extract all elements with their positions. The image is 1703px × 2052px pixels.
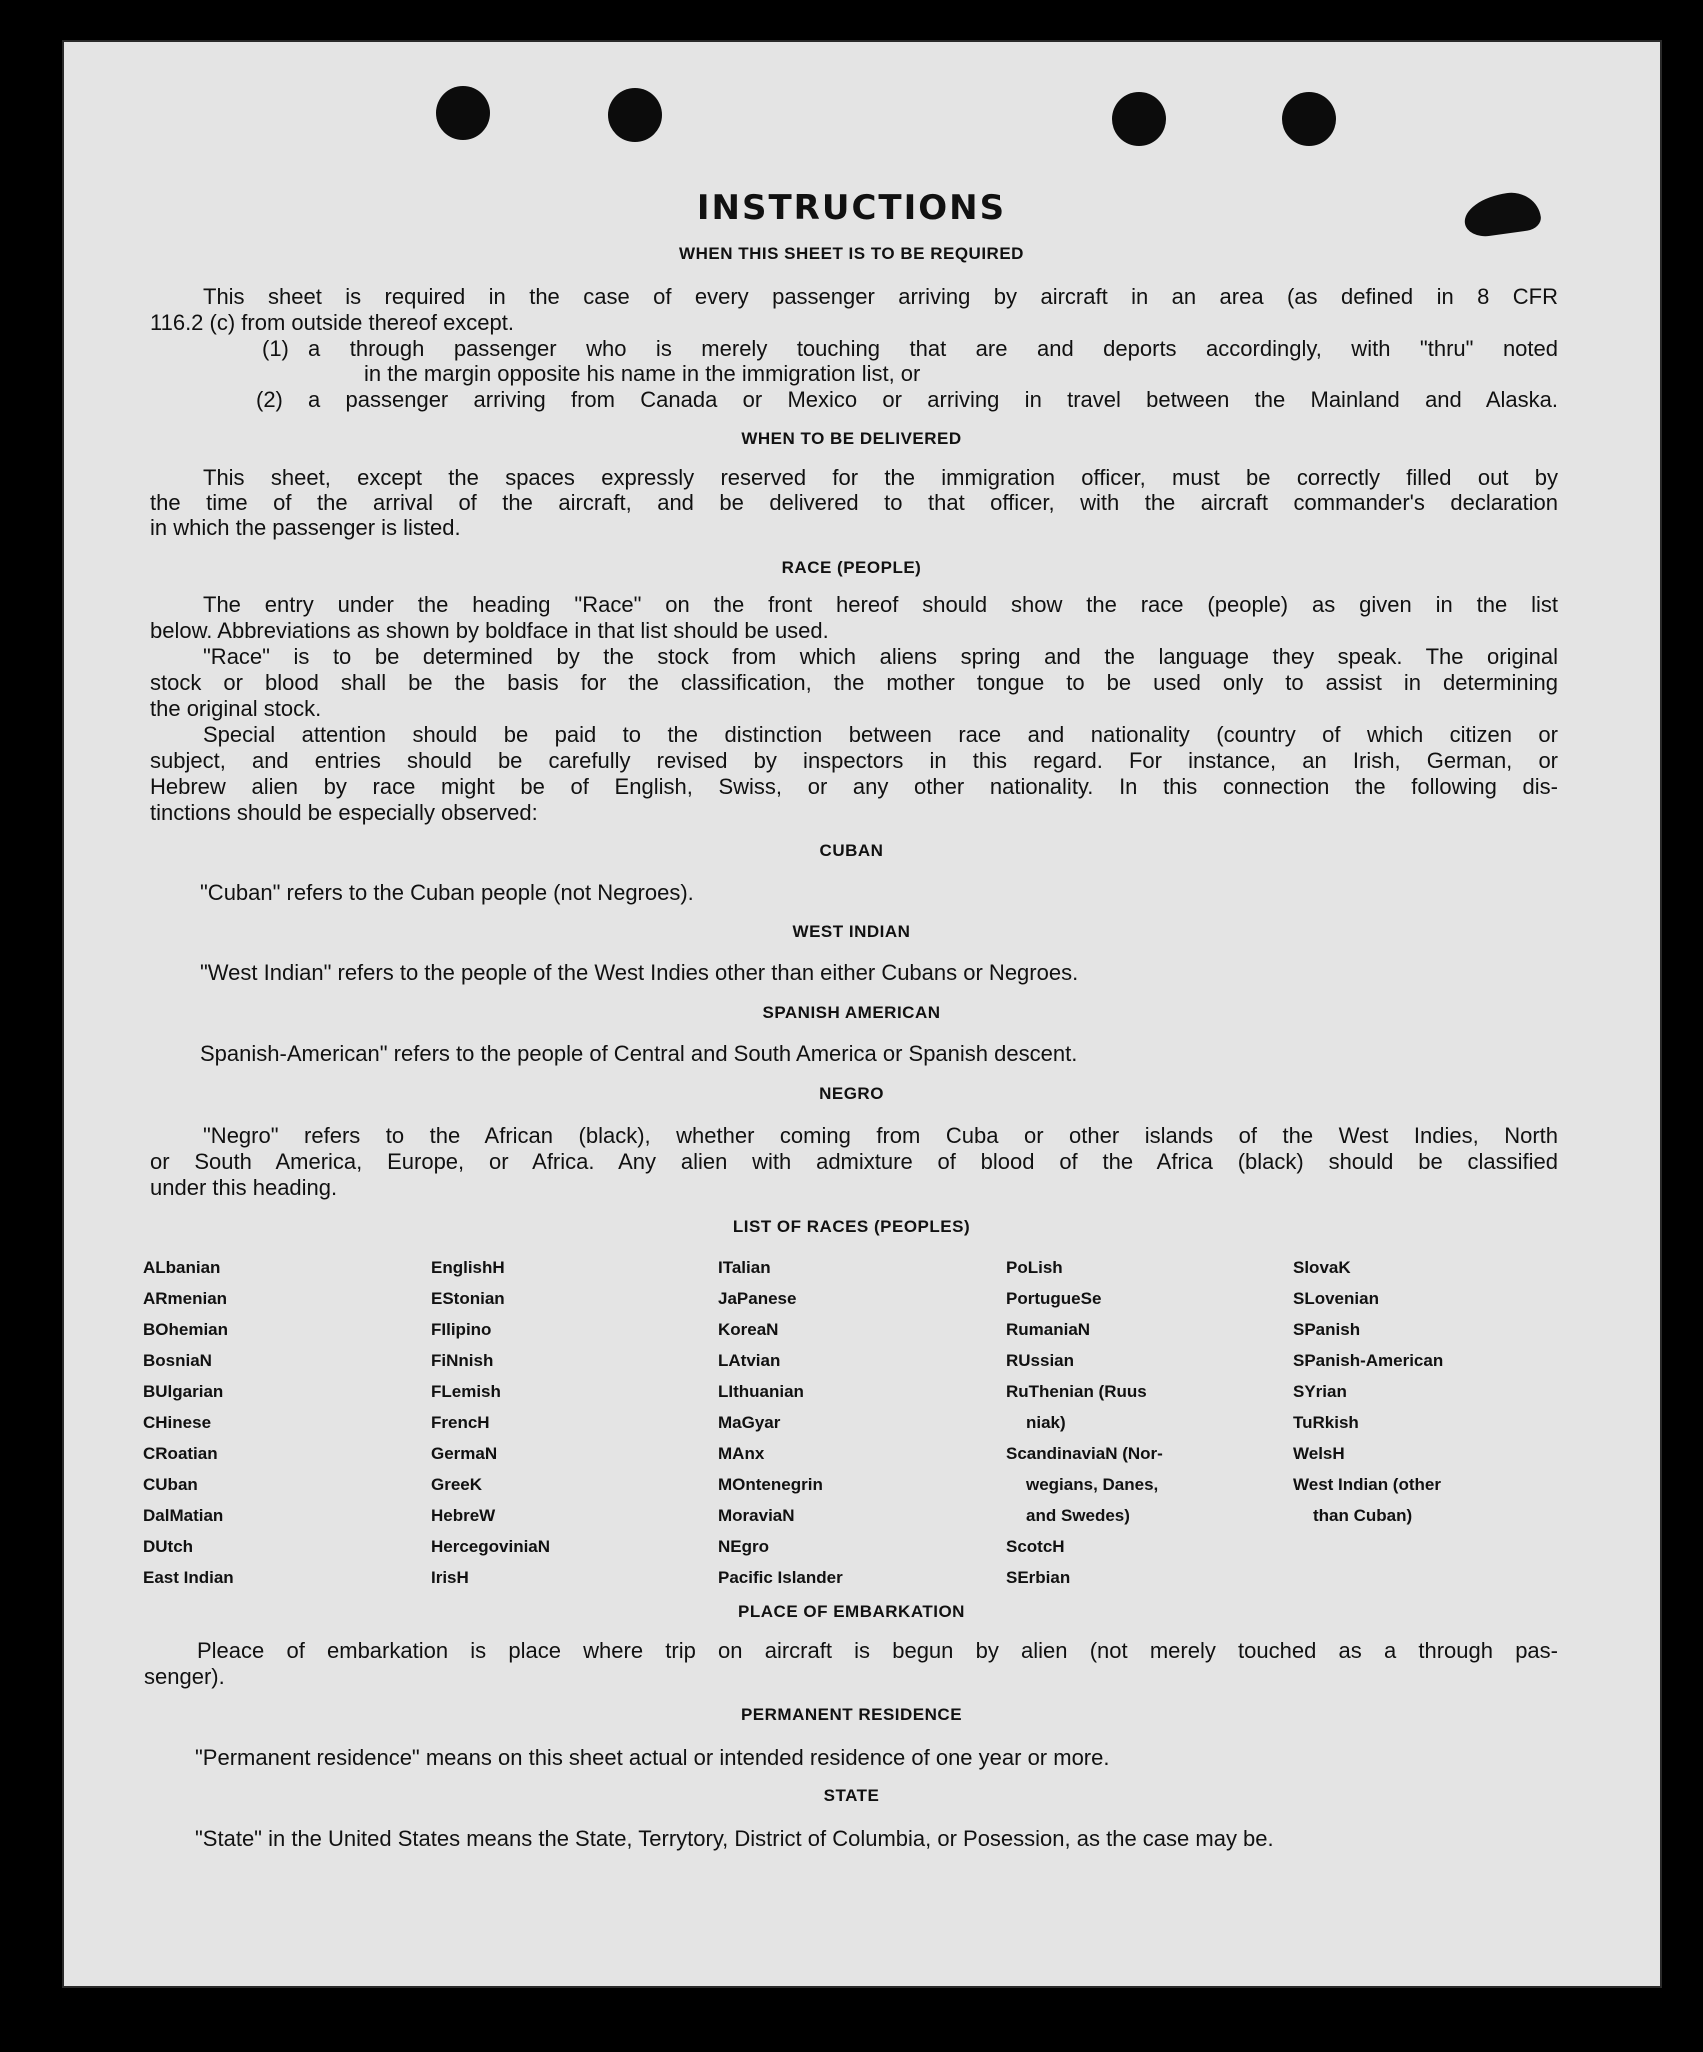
paragraph-line: "Negro" refers to the African (black), whether coming from Cuba or other islands of the West Indies, North (203, 1123, 1558, 1148)
heading-when-delivered: WHEN TO BE DELIVERED (741, 429, 962, 448)
page-title: INSTRUCTIONS (696, 188, 1007, 228)
race-list-item: TuRkish (1293, 1413, 1359, 1432)
paragraph-line: in which the passenger is listed. (150, 515, 461, 540)
race-list-item: GermaN (431, 1444, 498, 1463)
race-list-item: FrencH (431, 1413, 490, 1432)
paragraph-line: The entry under the heading "Race" on the front hereof should show the race (people) as given in the list (203, 592, 1558, 617)
heading-west-indian: WEST INDIAN (792, 922, 911, 941)
heading-permanent-residence: PERMANENT RESIDENCE (740, 1705, 963, 1724)
race-list-item: SPanish-American (1293, 1351, 1444, 1370)
punch-hole (436, 86, 490, 140)
definition-text: "West Indian" refers to the people of the West Indies other than either Cubans or Negroes. (200, 960, 1079, 985)
race-list-item: SLovenian (1293, 1289, 1379, 1308)
race-list-item: BUlgarian (143, 1382, 224, 1401)
race-list-item: than Cuban) (1313, 1506, 1413, 1525)
race-list-item: JaPanese (718, 1289, 797, 1308)
race-list-item: SlovaK (1293, 1258, 1351, 1277)
race-list-item: WelsH (1293, 1444, 1345, 1463)
paragraph-line: under this heading. (150, 1175, 338, 1200)
heading-race: RACE (PEOPLE) (781, 558, 922, 577)
paragraph-line: "Race" is to be determined by the stock from which aliens spring and the language they speak. The original (203, 644, 1558, 669)
heading-state: STATE (823, 1786, 880, 1805)
list-item-number: (1) (262, 336, 289, 361)
race-list-item: SPanish (1293, 1320, 1361, 1339)
paragraph-line: the time of the arrival of the aircraft, and be delivered to that officer, with the aircraft commander's declaration (150, 490, 1558, 515)
definition-text: "State" in the United States means the State, Terrytory, District of Columbia, or Posession, as the case may be. (195, 1826, 1274, 1851)
paragraph-line: Special attention should be paid to the distinction between race and nationality (country of which citizen or (203, 722, 1558, 747)
heading-place-of-embarkation: PLACE OF EMBARKATION (738, 1602, 965, 1621)
race-list-item: ScandinaviaN (Nor- (1006, 1444, 1163, 1463)
race-list-item: and Swedes) (1026, 1506, 1130, 1525)
race-list-item: MOntenegrin (718, 1475, 823, 1494)
race-list-item: RumaniaN (1006, 1320, 1091, 1339)
race-list-item: HebreW (431, 1506, 496, 1525)
race-list-item: ScotcH (1006, 1537, 1065, 1556)
race-list-item: CHinese (143, 1413, 212, 1432)
race-list-item: East Indian (143, 1568, 234, 1587)
paragraph-line: Hebrew alien by race might be of English, Swiss, or any other nationality. In this connection the following dis- (150, 774, 1558, 799)
race-list-item: BosniaN (143, 1351, 212, 1370)
race-list-item: LAtvian (718, 1351, 781, 1370)
paragraph-line: the original stock. (150, 696, 322, 721)
race-list-item: MaGyar (718, 1413, 781, 1432)
race-list-item: PortugueSe (1006, 1289, 1102, 1308)
race-list-item: wegians, Danes, (1026, 1475, 1159, 1494)
race-list-item: MoraviaN (718, 1506, 795, 1525)
heading-when-required: WHEN THIS SHEET IS TO BE REQUIRED (679, 244, 1024, 263)
heading-negro: NEGRO (819, 1084, 884, 1103)
paragraph-line: senger). (144, 1664, 225, 1689)
race-list-item: IrisH (431, 1568, 469, 1587)
race-list-item: LIthuanian (718, 1382, 804, 1401)
paragraph-line: tinctions should be especially observed: (150, 800, 538, 825)
race-list-item: KoreaN (718, 1320, 779, 1339)
definition-text: "Cuban" refers to the Cuban people (not Negroes). (200, 880, 694, 905)
race-list-item: PoLish (1006, 1258, 1063, 1277)
race-list-item: FLemish (431, 1382, 501, 1401)
race-list-item: CRoatian (143, 1444, 218, 1463)
paragraph-line: or South America, Europe, or Africa. Any alien with admixture of blood of the Africa (black) should be classified (150, 1149, 1558, 1174)
list-item-text: a passenger arriving from Canada or Mexico or arriving in travel between the Mainland and Alaska. (308, 387, 1558, 412)
race-list-item: RuThenian (Ruus (1006, 1382, 1147, 1401)
heading-cuban: CUBAN (819, 841, 884, 860)
race-list-item: EnglishH (431, 1258, 505, 1277)
race-list-item: BOhemian (143, 1320, 229, 1339)
race-list-item: ITalian (718, 1258, 771, 1277)
race-list-item: HercegoviniaN (431, 1537, 551, 1556)
race-list-item: CUban (143, 1475, 198, 1494)
race-list-item: NEgro (718, 1537, 769, 1556)
punch-hole (608, 88, 662, 142)
race-list-item: Pacific Islander (718, 1568, 843, 1587)
list-item-text: a through passenger who is merely touching that are and deports accordingly, with "thru" noted (308, 336, 1558, 361)
heading-spanish-american: SPANISH AMERICAN (762, 1003, 941, 1022)
race-list-item: EStonian (431, 1289, 505, 1308)
paragraph-line: This sheet is required in the case of every passenger arriving by aircraft in an area (as defined in 8 CFR (203, 284, 1558, 309)
race-list-item: SYrian (1293, 1382, 1347, 1401)
paragraph-line: subject, and entries should be carefully revised by inspectors in this regard. For instance, an Irish, German, or (150, 748, 1558, 773)
race-list-item: ALbanian (143, 1258, 221, 1277)
definition-text: Spanish-American" refers to the people of Central and South America or Spanish descent. (200, 1041, 1078, 1066)
race-list-item: West Indian (other (1293, 1475, 1441, 1494)
race-list-item: DUtch (143, 1537, 194, 1556)
race-list-item: niak) (1026, 1413, 1066, 1432)
paragraph-line: stock or blood shall be the basis for the classification, the mother tongue to be used only to assist in determining (150, 670, 1558, 695)
race-list-item: DalMatian (143, 1506, 224, 1525)
race-list-item: ARmenian (143, 1289, 228, 1308)
paragraph-line: below. Abbreviations as shown by boldface in that list should be used. (150, 618, 829, 643)
race-list-item: FIlipino (431, 1320, 492, 1339)
paragraph-line: Pleace of embarkation is place where trip on aircraft is begun by alien (not merely touched as a through pas- (197, 1638, 1558, 1663)
paragraph-line: 116.2 (c) from outside thereof except. (150, 310, 514, 335)
race-list-item: FiNnish (431, 1351, 494, 1370)
definition-text: "Permanent residence" means on this sheet actual or intended residence of one year or more. (195, 1745, 1110, 1770)
list-item-number: (2) (256, 387, 283, 412)
paragraph-line: This sheet, except the spaces expressly reserved for the immigration officer, must be correctly filled out by (203, 465, 1558, 490)
punch-hole (1282, 92, 1336, 146)
race-list-item: MAnx (718, 1444, 765, 1463)
list-item-text: in the margin opposite his name in the immigration list, or (364, 361, 921, 386)
punch-hole (1112, 92, 1166, 146)
race-list-item: RUssian (1006, 1351, 1075, 1370)
heading-list-of-races: LIST OF RACES (PEOPLES) (732, 1217, 971, 1236)
race-list-item: GreeK (431, 1475, 483, 1494)
race-list-item: SErbian (1006, 1568, 1071, 1587)
